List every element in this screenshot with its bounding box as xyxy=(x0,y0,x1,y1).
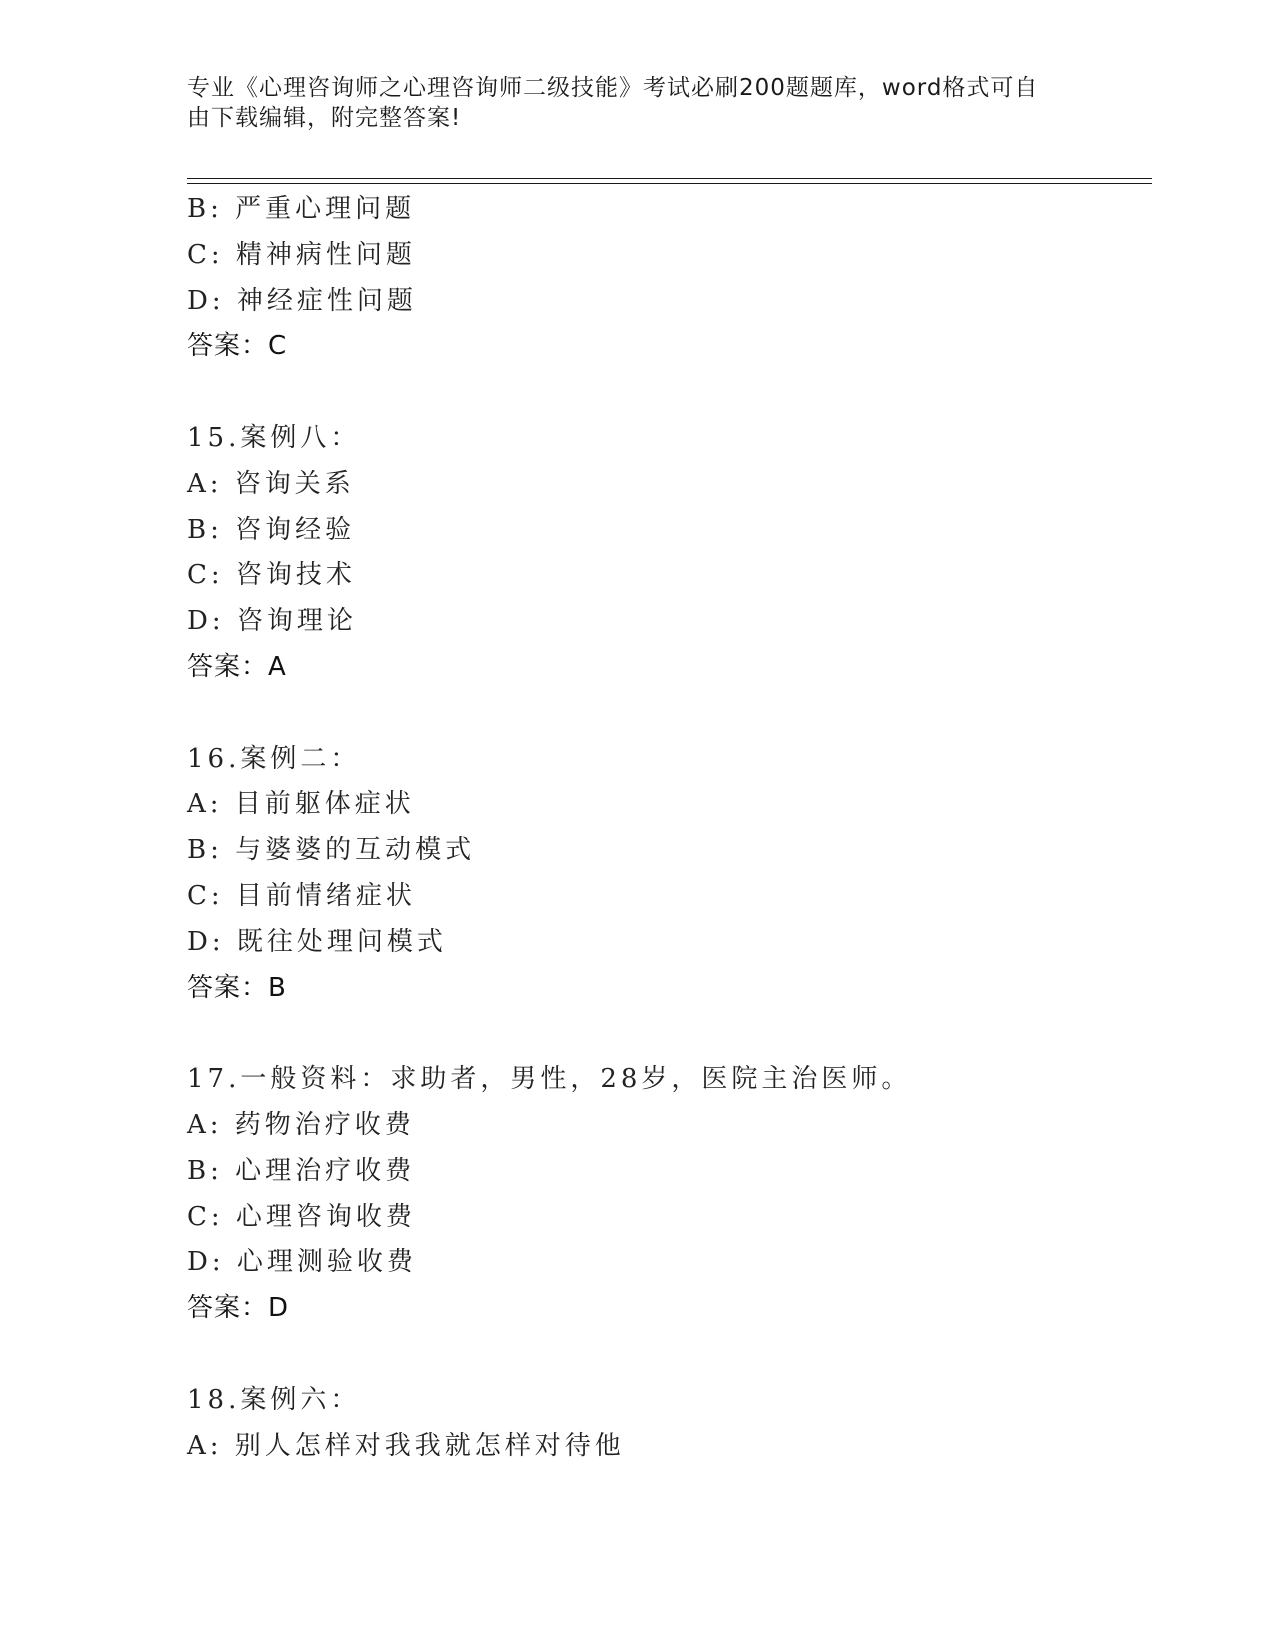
option-line: A: 别人怎样对我我就怎样对待他 xyxy=(187,1430,625,1461)
spacer xyxy=(187,370,1147,416)
option-line: C: 咨询技术 xyxy=(187,560,356,591)
spacer xyxy=(187,691,1147,737)
option-line: A: 咨询关系 xyxy=(187,468,355,499)
answer-line: 答案：D xyxy=(187,1293,290,1324)
header-line-1: 专业《心理咨询师之心理咨询师二级技能》考试必刷200题题库，word格式可自 xyxy=(187,75,1039,101)
option-line: C: 心理咨询收费 xyxy=(187,1201,416,1232)
option-line: A: 药物治疗收费 xyxy=(187,1109,415,1140)
question-list xyxy=(187,187,1147,1469)
option-line: B: 咨询经验 xyxy=(187,514,356,545)
header-divider-top xyxy=(187,178,1152,179)
question-line: 16.案例二： xyxy=(187,743,361,774)
option-line: D: 既往处理问模式 xyxy=(187,926,447,957)
spacer xyxy=(187,1332,1147,1378)
option-line: A: 目前躯体症状 xyxy=(187,789,415,820)
option-line: C: 目前情绪症状 xyxy=(187,880,416,911)
question-line: 15.案例八： xyxy=(187,422,361,453)
option-line: D: 神经症性问题 xyxy=(187,285,417,316)
option-line: D: 咨询理论 xyxy=(187,606,357,637)
option-line: D: 心理测验收费 xyxy=(187,1247,417,1278)
answer-line: 答案：B xyxy=(187,972,287,1003)
option-line: C: 精神病性问题 xyxy=(187,239,416,270)
option-line: B: 心理治疗收费 xyxy=(187,1155,416,1186)
document-header xyxy=(187,73,1067,133)
header-divider-bottom xyxy=(187,183,1152,184)
answer-line: 答案：C xyxy=(187,331,288,362)
option-line: B: 严重心理问题 xyxy=(187,194,416,224)
header-line-2: 由下载编辑，附完整答案! xyxy=(187,105,462,131)
answer-line: 答案：A xyxy=(187,651,287,682)
question-line: 17.一般资料：求助者，男性，28岁，医院主治医师。 xyxy=(187,1064,912,1095)
spacer xyxy=(187,1011,1147,1057)
option-line: B: 与婆婆的互动模式 xyxy=(187,835,476,866)
question-line: 18.案例六： xyxy=(187,1384,361,1415)
